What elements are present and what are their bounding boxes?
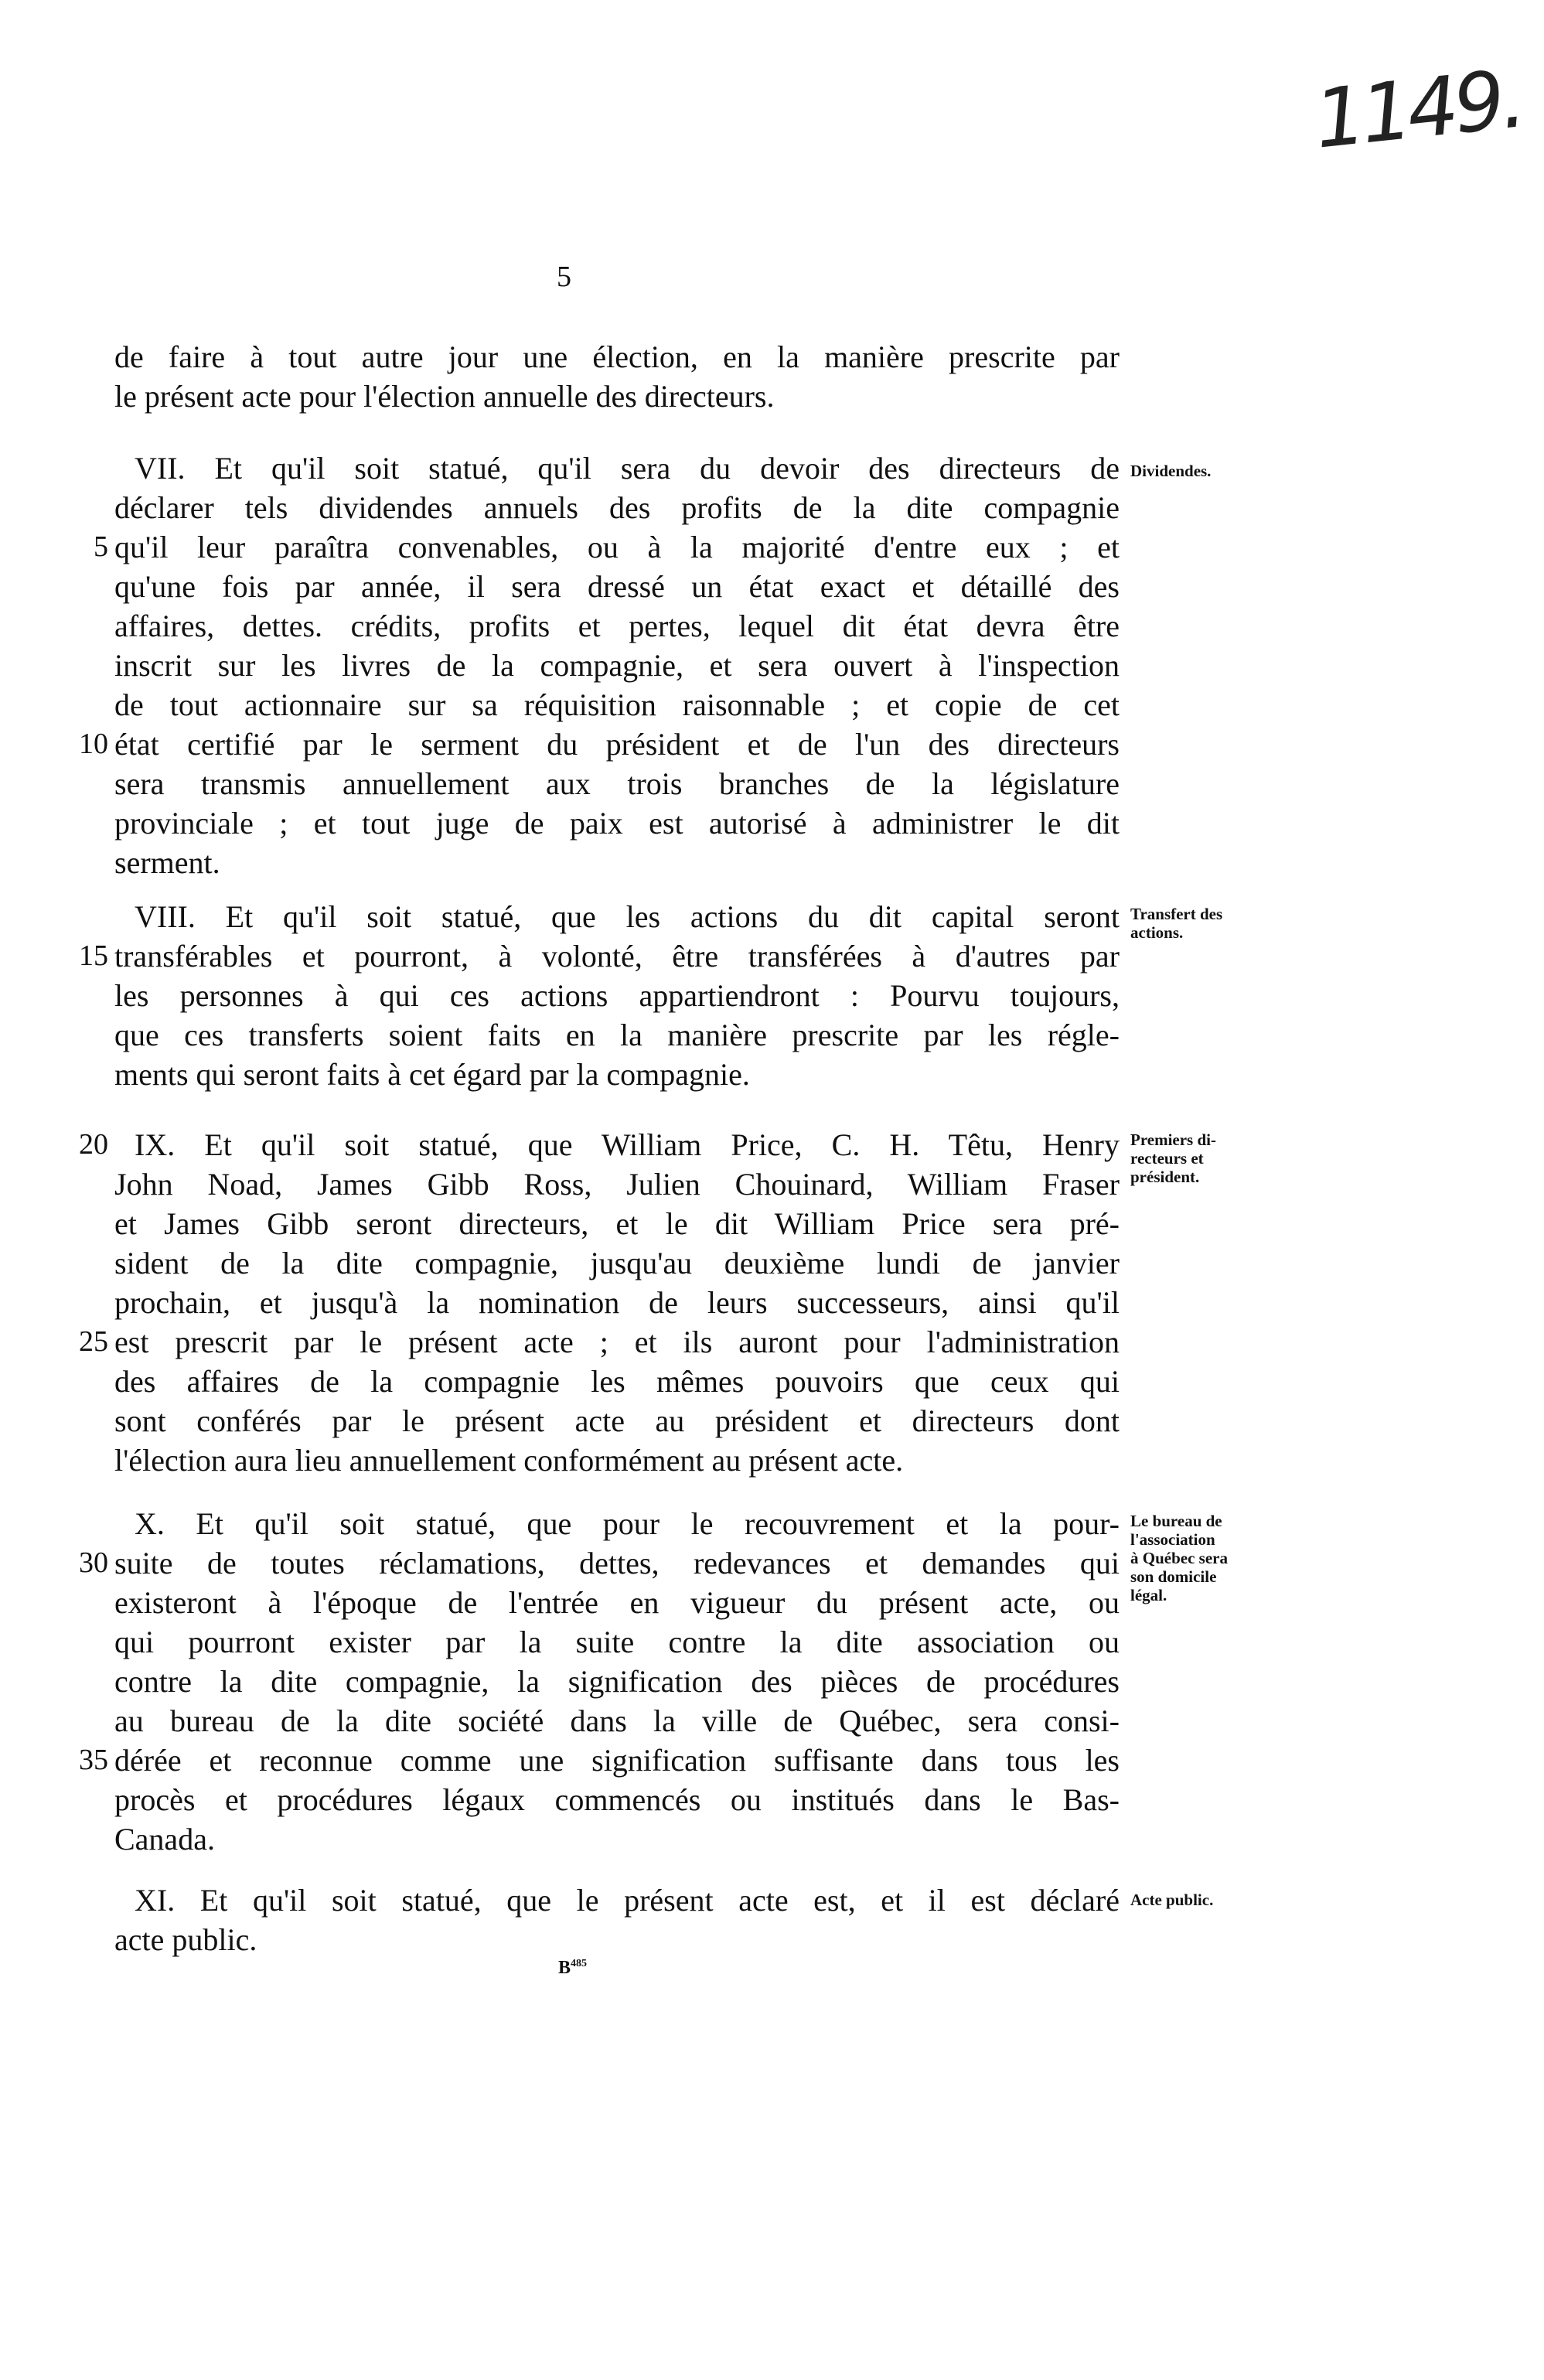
handwritten-folio-number: 1149. <box>1310 51 1526 167</box>
section-x <box>79 1504 1120 1859</box>
intro-paragraph <box>114 337 1120 416</box>
text-line: déclarer tels dividendes annuels des profits de la dite compagnie <box>114 490 1120 525</box>
margin-note-line: l'association <box>1130 1530 1215 1549</box>
text-line: existeront à l'époque de l'entrée en vigueur du présent acte, ou <box>114 1585 1120 1620</box>
margin-note-bureau <box>1130 1512 1331 1604</box>
text-line: suite de toutes réclamations, dettes, redevances et demandes qui <box>114 1546 1120 1580</box>
text-line: XI. Et qu'il soit statué, que le présent acte est, et il est déclaré <box>135 1883 1120 1918</box>
text-line: dérée et reconnue comme une signification suffisante dans tous les <box>114 1743 1120 1778</box>
margin-note-dividendes <box>1130 462 1331 480</box>
text-line: VIII. Et qu'il soit statué, que les actions du dit capital seront <box>135 899 1120 934</box>
line-number: 10 <box>79 728 108 760</box>
text-line: VII. Et qu'il soit statué, qu'il sera du devoir des directeurs de <box>135 451 1120 486</box>
margin-note-line: son domicile <box>1130 1567 1217 1586</box>
text-line: le présent acte pour l'élection annuelle des directeurs. <box>114 379 775 414</box>
text-line: ments qui seront faits à cet égard par la compagnie. <box>114 1057 750 1092</box>
text-line: que ces transferts soient faits en la manière prescrite par les régle- <box>114 1018 1120 1052</box>
section-ix <box>79 1125 1120 1480</box>
line-number: 35 <box>79 1744 108 1776</box>
text-line: sident de la dite compagnie, jusqu'au deuxième lundi de janvier <box>114 1246 1120 1280</box>
margin-note-line: actions. <box>1130 923 1184 942</box>
text-line: acte public. <box>114 1922 257 1957</box>
margin-note-transfert <box>1130 905 1331 942</box>
text-line: l'élection aura lieu annuellement conformément au présent acte. <box>114 1443 904 1478</box>
text-line: état certifié par le serment du président et de l'un des directeurs <box>114 727 1120 762</box>
text-line: transférables et pourront, à volonté, être transférées à d'autres par <box>114 939 1120 973</box>
text-line: Canada. <box>114 1822 215 1857</box>
text-line: des affaires de la compagnie les mêmes pouvoirs que ceux qui <box>114 1364 1120 1399</box>
section-vii <box>79 448 1120 882</box>
margin-note-line: président. <box>1130 1168 1200 1186</box>
margin-note-line: Dividendes. <box>1130 462 1212 480</box>
signature-superscript: 485 <box>571 1958 588 1969</box>
printer-signature <box>558 1958 587 1979</box>
line-number: 20 <box>79 1128 108 1161</box>
section-xi <box>114 1880 1120 1959</box>
text-line: inscrit sur les livres de la compagnie, et sera ouvert à l'inspection <box>114 648 1120 683</box>
text-line: et James Gibb seront directeurs, et le dit William Price sera pré- <box>114 1206 1120 1241</box>
line-number: 5 <box>94 530 108 563</box>
page-number: 5 <box>557 261 571 293</box>
text-line: est prescrit par le présent acte ; et ils auront pour l'administration <box>114 1325 1120 1359</box>
text-line: John Noad, James Gibb Ross, Julien Chouinard, William Fraser <box>114 1167 1120 1202</box>
margin-note-line: recteurs et <box>1130 1149 1204 1168</box>
text-line: sera transmis annuellement aux trois branches de la législature <box>114 766 1120 801</box>
text-line: contre la dite compagnie, la signification des pièces de procédures <box>114 1664 1120 1699</box>
text-line: procès et procédures légaux commencés ou institués dans le Bas- <box>114 1782 1120 1817</box>
text-line: affaires, dettes. crédits, profits et pertes, lequel dit état devra être <box>114 609 1120 643</box>
text-line: prochain, et jusqu'à la nomination de leurs successeurs, ainsi qu'il <box>114 1285 1120 1320</box>
margin-note-line: à Québec sera <box>1130 1549 1228 1567</box>
text-line: IX. Et qu'il soit statué, que William Price, C. H. Têtu, Henry <box>135 1127 1120 1162</box>
text-line: qu'il leur paraîtra convenables, ou à la majorité d'entre eux ; et <box>114 530 1120 564</box>
text-line: les personnes à qui ces actions appartiendront : Pourvu toujours, <box>114 978 1120 1013</box>
text-line: de faire à tout autre jour une élection, en la manière prescrite par <box>114 339 1120 374</box>
text-line: au bureau de la dite société dans la ville de Québec, sera consi- <box>114 1703 1120 1738</box>
section-viii <box>79 897 1120 1094</box>
margin-note-line: Acte public. <box>1130 1891 1214 1909</box>
margin-note-acte-public <box>1130 1891 1331 1909</box>
line-number: 15 <box>79 939 108 972</box>
text-line: qui pourront exister par la suite contre la dite association ou <box>114 1625 1120 1659</box>
margin-note-premiers-directeurs <box>1130 1130 1331 1186</box>
text-line: sont conférés par le présent acte au président et directeurs dont <box>114 1403 1120 1438</box>
margin-note-line: Transfert des <box>1130 905 1223 923</box>
text-line: qu'une fois par année, il sera dressé un état exact et détaillé des <box>114 569 1120 604</box>
signature-letter: B <box>558 1958 571 1978</box>
margin-note-line: Le bureau de <box>1130 1512 1222 1530</box>
text-line: provinciale ; et tout juge de paix est autorisé à administrer le dit <box>114 806 1120 841</box>
margin-note-line: légal. <box>1130 1586 1167 1604</box>
text-line: X. Et qu'il soit statué, que pour le recouvrement et la pour- <box>135 1506 1120 1541</box>
text-line: serment. <box>114 845 220 880</box>
line-number: 30 <box>79 1546 108 1579</box>
line-number: 25 <box>79 1325 108 1358</box>
margin-note-line: Premiers di- <box>1130 1130 1216 1149</box>
text-line: de tout actionnaire sur sa réquisition raisonnable ; et copie de cet <box>114 687 1120 722</box>
